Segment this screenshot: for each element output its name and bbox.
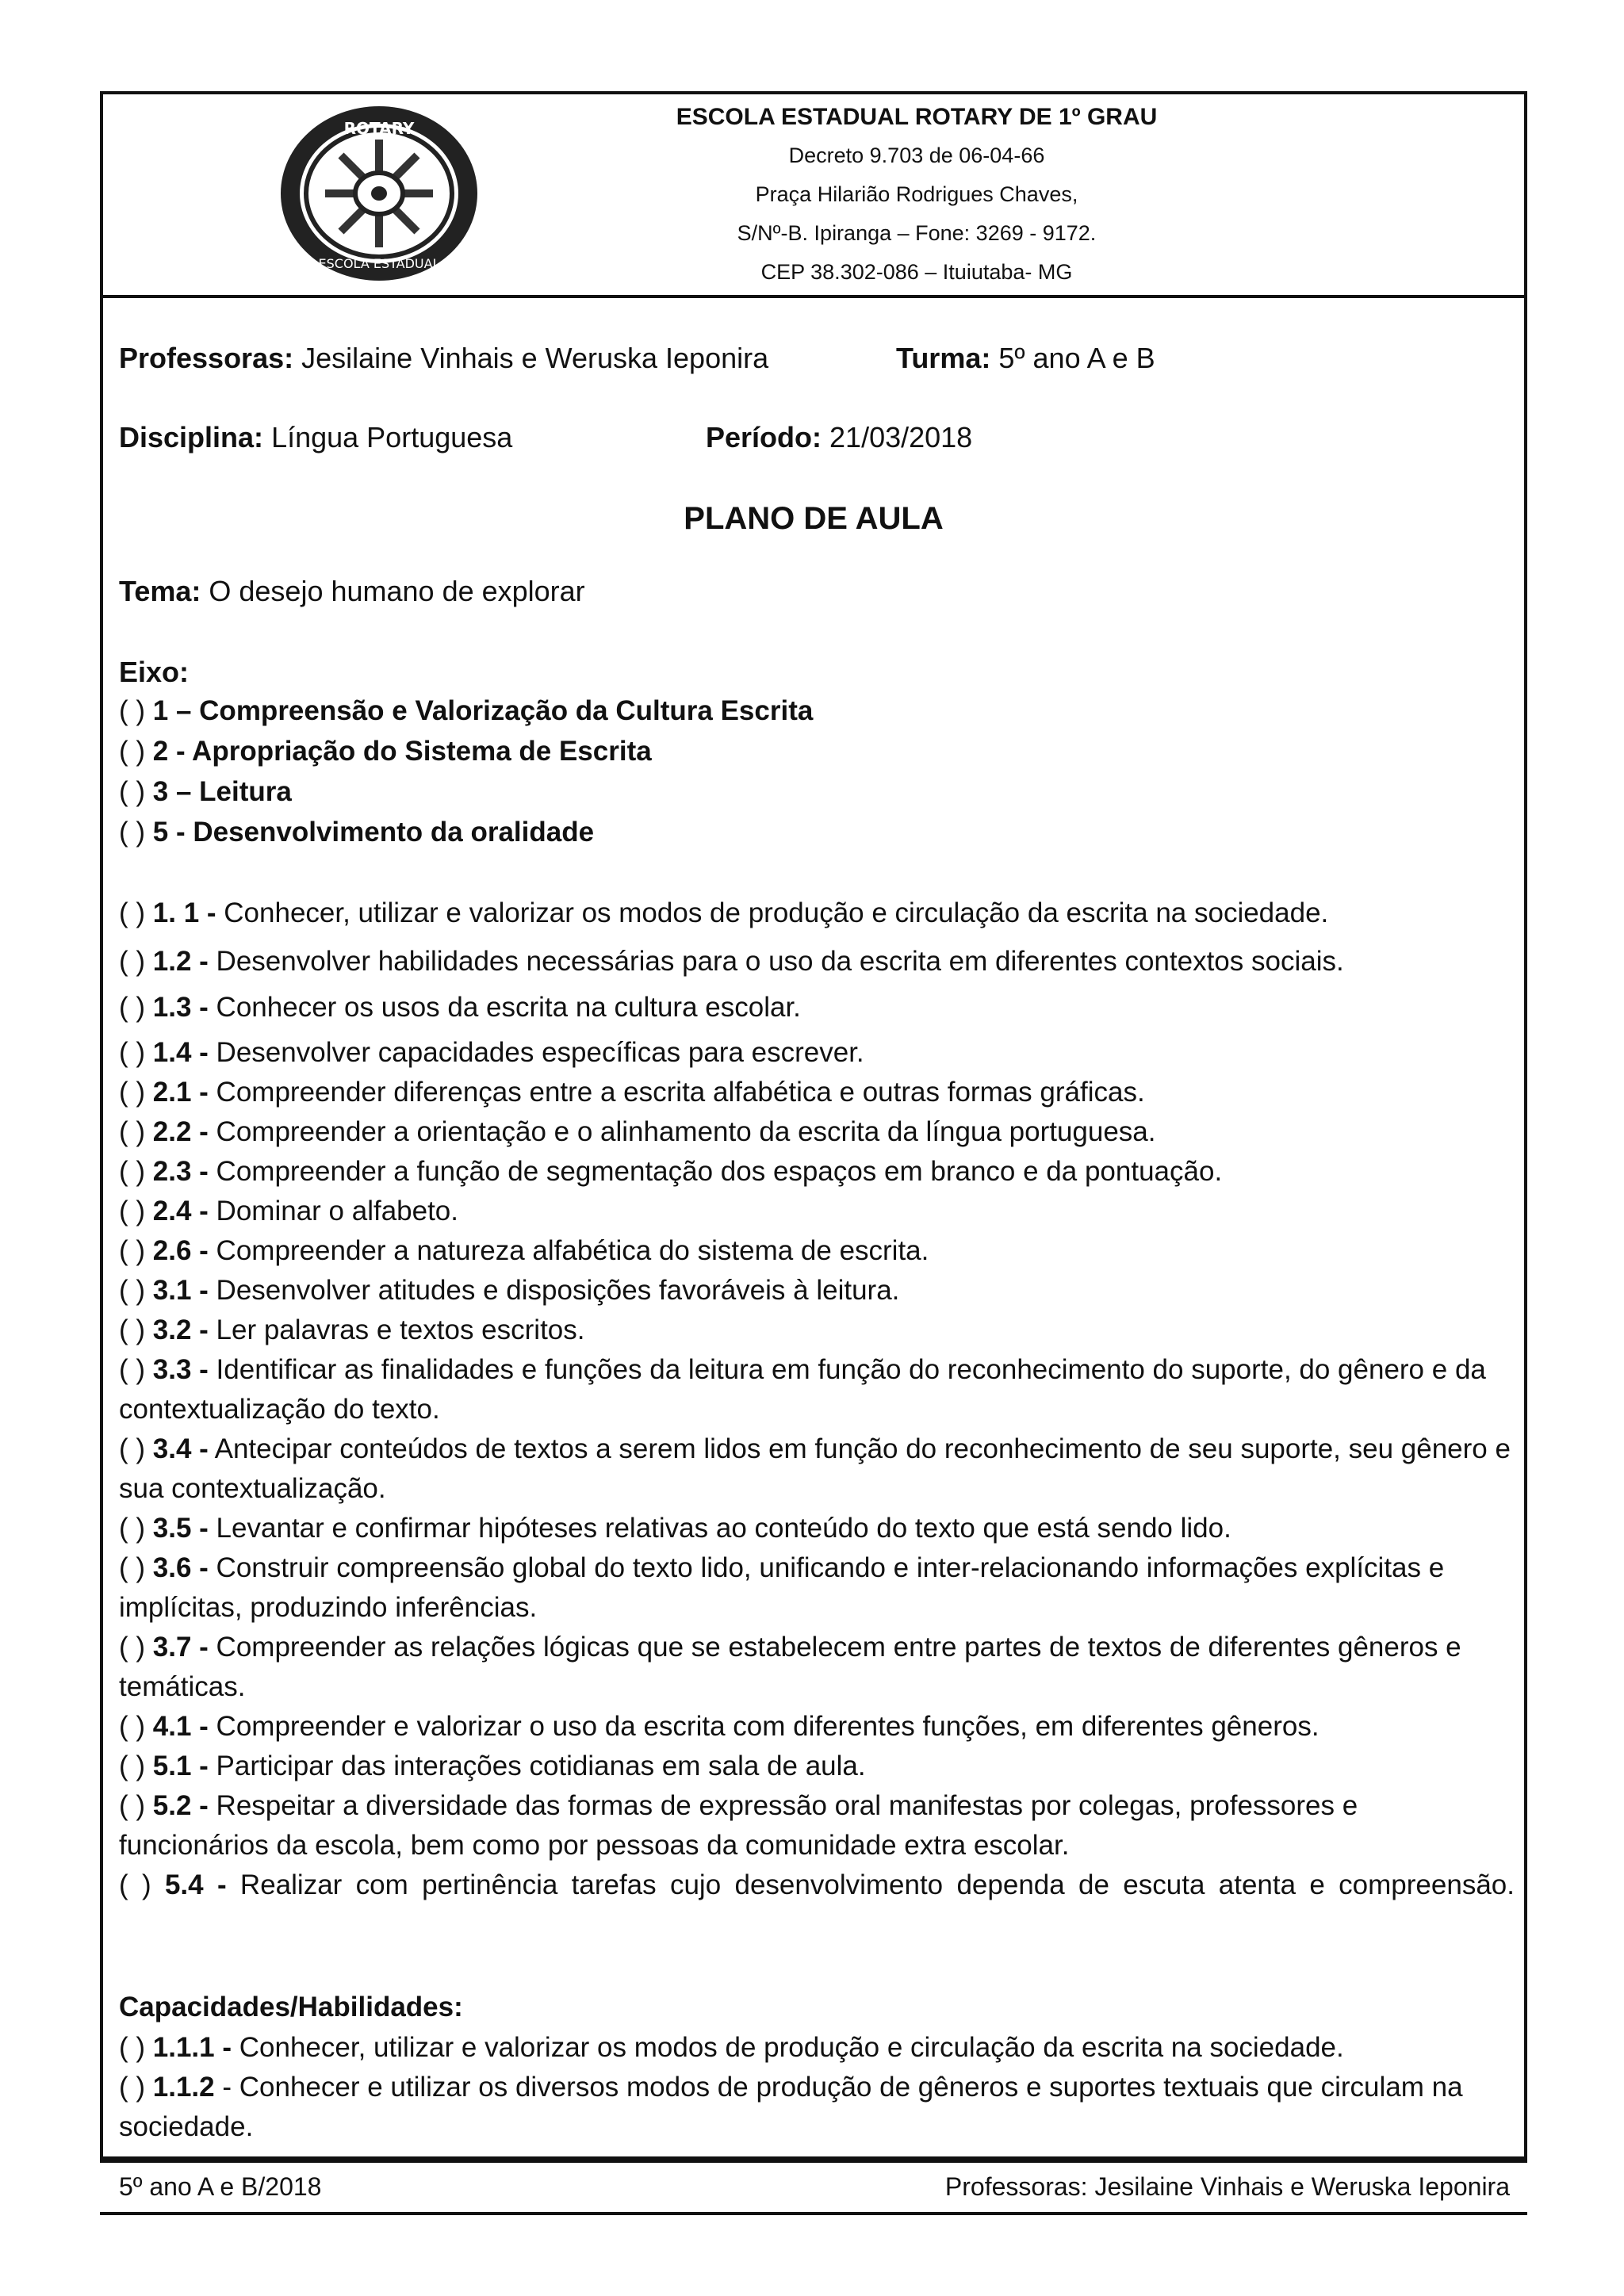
checkbox-blank[interactable]: ( ) xyxy=(119,1711,146,1742)
rotary-logo xyxy=(278,104,481,283)
tema-value: O desejo humano de explorar xyxy=(209,575,585,607)
logo-top-text: ROTARY xyxy=(343,119,415,138)
objective-item xyxy=(119,1033,864,1073)
objective-code: 3.3 - xyxy=(152,1354,209,1385)
periodo-line xyxy=(706,420,972,455)
objective-item xyxy=(119,1271,899,1311)
periodo-label: Período: xyxy=(706,421,822,453)
eixo-item xyxy=(119,813,594,852)
objective-code: 2.2 - xyxy=(152,1116,209,1147)
objective-item xyxy=(119,1707,1320,1747)
checkbox-blank[interactable]: ( ) xyxy=(119,1869,151,1900)
capacidades-label: Capacidades/Habilidades: xyxy=(119,1992,463,2022)
turma-label: Turma: xyxy=(896,342,991,374)
objective-code: 1. 1 - xyxy=(152,897,216,928)
school-info xyxy=(576,98,1258,292)
eixo-item xyxy=(119,732,652,771)
checkbox-blank[interactable]: ( ) xyxy=(119,1037,146,1068)
checkbox-blank[interactable]: ( ) xyxy=(119,1354,146,1385)
capacidade-item xyxy=(119,2068,1515,2147)
objective-text: Conhecer os usos da escrita na cultura escolar. xyxy=(208,992,801,1023)
objective-item xyxy=(119,894,1328,933)
objective-code: 1.3 - xyxy=(152,992,209,1023)
footer-teachers: Professoras: Jesilaine Vinhais e Weruska Ieponira xyxy=(944,2172,1510,2201)
checkbox-blank[interactable]: ( ) xyxy=(119,1077,146,1108)
objective-item xyxy=(119,1628,1515,1707)
checkbox-blank[interactable]: ( ) xyxy=(119,897,146,928)
objective-text: Respeitar a diversidade das formas de expressão oral manifestas por colegas, professores e funcionários da escola, bem como por pessoas da comunidade extra escolar. xyxy=(119,1790,1358,1861)
capacidade-text: Conhecer, utilizar e valorizar os modos de produção e circulação da escrita na sociedade. xyxy=(232,2032,1344,2063)
objective-text: Participar das interações cotidianas em sala de aula. xyxy=(208,1751,866,1781)
capacidade-code: 1.1.1 - xyxy=(152,2032,232,2063)
checkbox-blank[interactable]: ( ) xyxy=(119,817,146,848)
checkbox-blank[interactable]: ( ) xyxy=(119,1116,146,1147)
objective-code: 5.1 - xyxy=(152,1751,209,1781)
disciplina-line xyxy=(119,420,512,455)
objective-item xyxy=(119,942,1344,982)
capacidade-item xyxy=(119,2028,1344,2068)
logo-bottom-text: ESCOLA ESTADUAL xyxy=(318,256,440,271)
disciplina-value: Língua Portuguesa xyxy=(271,421,513,453)
tema-label: Tema: xyxy=(119,575,201,607)
objective-code: 3.1 - xyxy=(152,1275,209,1306)
eixo-text: 5 - Desenvolvimento da oralidade xyxy=(152,817,595,848)
objective-code: 5.4 - xyxy=(164,1869,227,1900)
objective-item xyxy=(119,1073,1145,1112)
eixo-item xyxy=(119,691,813,731)
objective-code: 3.2 - xyxy=(152,1314,209,1345)
objective-item xyxy=(119,1112,1156,1152)
objective-item xyxy=(119,1231,929,1271)
eixo-item xyxy=(119,772,292,812)
checkbox-blank[interactable]: ( ) xyxy=(119,992,146,1023)
checkbox-blank[interactable]: ( ) xyxy=(119,1751,146,1781)
turma-value: 5º ano A e B xyxy=(998,342,1155,374)
objective-text: Compreender a natureza alfabética do sistema de escrita. xyxy=(208,1235,929,1266)
objective-text: Desenvolver capacidades específicas para escrever. xyxy=(208,1037,864,1068)
checkbox-blank[interactable]: ( ) xyxy=(119,1632,146,1663)
eixo-label: Eixo: xyxy=(119,656,190,688)
objective-text: Compreender e valorizar o uso da escrita com diferentes funções, em diferentes gêneros. xyxy=(208,1711,1320,1742)
objective-code: 2.6 - xyxy=(152,1235,209,1266)
school-decree: Decreto 9.703 de 06-04-66 xyxy=(788,144,1045,167)
objective-code: 1.4 - xyxy=(152,1037,209,1068)
objective-text: Compreender diferenças entre a escrita alfabética e outras formas gráficas. xyxy=(208,1077,1145,1108)
checkbox-blank[interactable]: ( ) xyxy=(119,1433,146,1464)
objective-text: Conhecer, utilizar e valorizar os modos de produção e circulação da escrita na sociedade. xyxy=(216,897,1329,928)
footer-class-year: 5º ano A e B/2018 xyxy=(119,2172,322,2201)
checkbox-blank[interactable]: ( ) xyxy=(119,2072,146,2103)
disciplina-label: Disciplina: xyxy=(119,421,264,453)
objective-text: Realizar com pertinência tarefas cujo desenvolvimento dependa de escuta atenta e compreensão. xyxy=(226,1869,1515,1900)
objective-text: Compreender as relações lógicas que se estabelecem entre partes de textos de diferentes gêneros e temáticas. xyxy=(119,1632,1461,1702)
checkbox-blank[interactable]: ( ) xyxy=(119,946,146,977)
professoras-line xyxy=(119,341,768,376)
checkbox-blank[interactable]: ( ) xyxy=(119,1552,146,1583)
capacidade-code: 1.1.2 xyxy=(152,2072,215,2103)
objective-code: 2.1 - xyxy=(152,1077,209,1108)
objective-text: Construir compreensão global do texto lido, unificando e inter-relacionando informações explícitas e implícitas, produzindo inferências. xyxy=(119,1552,1445,1623)
school-address-2: S/Nº-B. Ipiranga – Fone: 3269 - 9172. xyxy=(737,221,1097,245)
objective-code: 3.7 - xyxy=(152,1632,209,1663)
objective-text: Dominar o alfabeto. xyxy=(208,1196,458,1226)
professoras-label: Professoras: xyxy=(119,342,294,374)
objective-code: 3.5 - xyxy=(152,1513,209,1544)
checkbox-blank[interactable]: ( ) xyxy=(119,1196,146,1226)
eixo-text: 2 - Apropriação do Sistema de Escrita xyxy=(152,736,652,767)
objective-text: Compreender a orientação e o alinhamento da escrita da língua portuguesa. xyxy=(208,1116,1156,1147)
objective-item xyxy=(119,1548,1515,1628)
checkbox-blank[interactable]: ( ) xyxy=(119,776,146,807)
objective-text: Identificar as finalidades e funções da leitura em função do reconhecimento do suporte, do gênero e da contextualização do texto. xyxy=(119,1354,1486,1425)
school-name: ESCOLA ESTADUAL ROTARY DE 1º GRAU xyxy=(676,104,1158,130)
eixo-text: 1 – Compreensão e Valorização da Cultura Escrita xyxy=(152,695,814,726)
objective-text: Ler palavras e textos escritos. xyxy=(208,1314,585,1345)
objective-text: Compreender a função de segmentação dos espaços em branco e da pontuação. xyxy=(208,1156,1223,1187)
objective-text: Antecipar conteúdos de textos a serem lidos em função do reconhecimento de seu suporte, seu gênero e sua contextualização. xyxy=(119,1433,1511,1504)
objective-item xyxy=(119,1786,1515,1866)
objective-item xyxy=(119,988,801,1027)
objective-item xyxy=(119,1866,1515,1905)
objective-item xyxy=(119,1350,1515,1429)
checkbox-blank[interactable]: ( ) xyxy=(119,1513,146,1544)
footer-bottom-border xyxy=(100,2212,1527,2215)
periodo-value: 21/03/2018 xyxy=(829,421,973,453)
objective-item xyxy=(119,1192,458,1231)
objective-code: 3.4 - xyxy=(152,1433,209,1464)
footer-divider xyxy=(100,2160,1527,2163)
objective-code: 2.3 - xyxy=(152,1156,209,1187)
objective-item xyxy=(119,1747,866,1786)
checkbox-blank[interactable]: ( ) xyxy=(119,736,146,767)
objective-text: Desenvolver habilidades necessárias para o uso da escrita em diferentes contextos sociais. xyxy=(208,946,1344,977)
objective-code: 3.6 - xyxy=(152,1552,209,1583)
checkbox-blank[interactable]: ( ) xyxy=(119,1790,146,1821)
objective-item xyxy=(119,1152,1222,1192)
checkbox-blank[interactable]: ( ) xyxy=(119,1235,146,1266)
capacidade-text: - Conhecer e utilizar os diversos modos de produção de gêneros e suportes textuais que circulam na sociedade. xyxy=(119,2072,1463,2142)
school-address-1: Praça Hilarião Rodrigues Chaves, xyxy=(755,182,1078,206)
objective-text: Levantar e confirmar hipóteses relativas ao conteúdo do texto que está sendo lido. xyxy=(208,1513,1231,1544)
objective-code: 5.2 - xyxy=(152,1790,209,1821)
objective-code: 4.1 - xyxy=(152,1711,209,1742)
eixo-text: 3 – Leitura xyxy=(152,776,292,807)
checkbox-blank[interactable]: ( ) xyxy=(119,1314,146,1345)
checkbox-blank[interactable]: ( ) xyxy=(119,695,146,726)
objective-item xyxy=(119,1311,584,1350)
school-header xyxy=(100,91,1527,297)
checkbox-blank[interactable]: ( ) xyxy=(119,1156,146,1187)
school-cep: CEP 38.302-086 – Ituiutaba- MG xyxy=(760,260,1073,284)
tema-line xyxy=(119,574,585,609)
objective-code: 2.4 - xyxy=(152,1196,209,1226)
objective-code: 1.2 - xyxy=(152,946,209,977)
plan-title: PLANO DE AULA xyxy=(684,501,944,536)
professoras-value: Jesilaine Vinhais e Weruska Ieponira xyxy=(301,342,769,374)
objective-item xyxy=(119,1429,1515,1509)
header-divider xyxy=(100,295,1527,298)
objective-text: Desenvolver atitudes e disposições favoráveis à leitura. xyxy=(208,1275,900,1306)
checkbox-blank[interactable]: ( ) xyxy=(119,2032,146,2063)
turma-line xyxy=(896,341,1155,376)
checkbox-blank[interactable]: ( ) xyxy=(119,1275,146,1306)
objective-item xyxy=(119,1509,1231,1548)
